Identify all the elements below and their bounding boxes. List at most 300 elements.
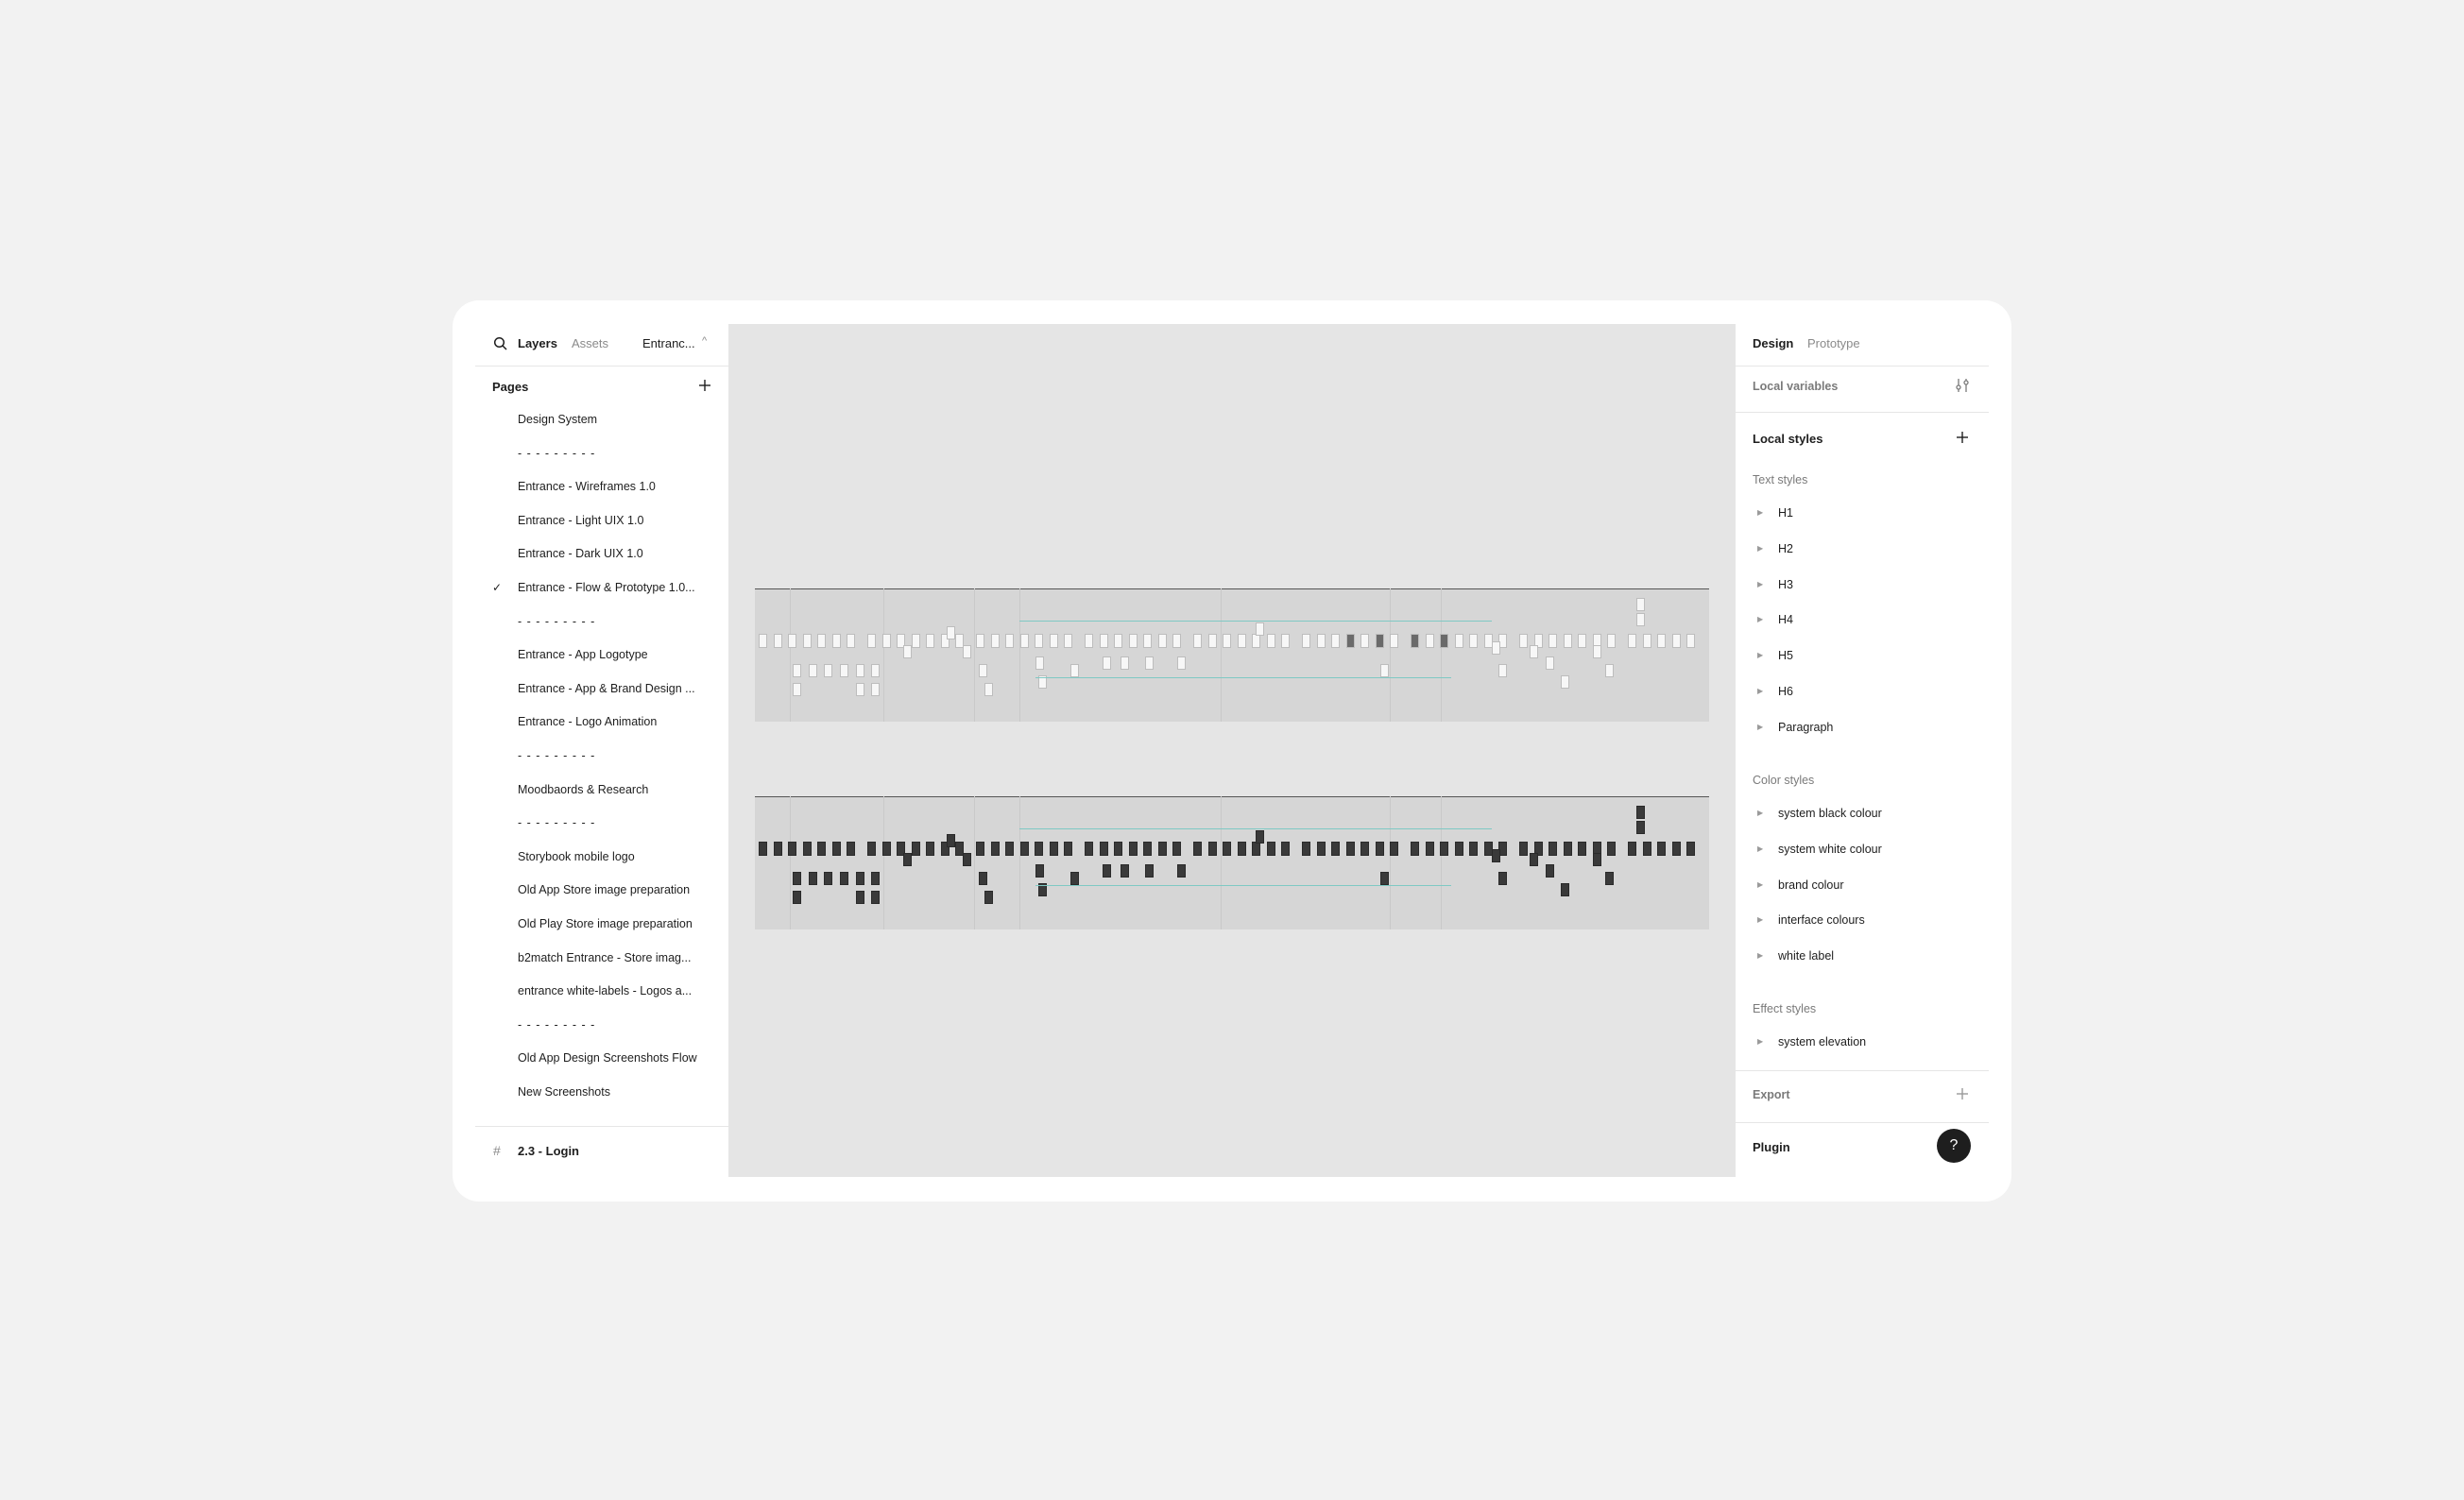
frame-thumbnail[interactable] — [1172, 634, 1181, 648]
divider — [475, 1126, 728, 1127]
style-item-label: system white colour — [1778, 842, 1882, 856]
frame-thumbnail[interactable] — [1223, 842, 1231, 856]
frame-thumbnail[interactable] — [926, 634, 934, 648]
frame-thumbnail[interactable] — [1672, 842, 1681, 856]
page-item-label: Old Play Store image preparation — [518, 916, 693, 930]
frame-thumbnail[interactable] — [840, 872, 848, 885]
frame-thumbnail[interactable] — [912, 842, 920, 856]
frame-thumbnail[interactable] — [1593, 645, 1601, 658]
frame-thumbnail[interactable] — [1636, 806, 1645, 819]
page-separator[interactable] — [475, 1010, 728, 1044]
frame-thumbnail[interactable] — [1455, 842, 1463, 856]
frame-thumbnail[interactable] — [759, 842, 767, 856]
style-item[interactable] — [1736, 908, 1989, 936]
frame-thumbnail[interactable] — [1267, 842, 1275, 856]
page-item-label: Moodbaords & Research — [518, 782, 649, 796]
frame-thumbnail[interactable] — [1607, 634, 1616, 648]
tab-layers[interactable]: Layers — [518, 336, 557, 350]
frame-thumbnail[interactable] — [1546, 864, 1554, 878]
frame-thumbnail[interactable] — [847, 634, 855, 648]
frame-thumbnail[interactable] — [1238, 842, 1246, 856]
page-separator[interactable] — [475, 808, 728, 842]
frame-thumbnail[interactable] — [882, 634, 891, 648]
frame-thumbnail[interactable] — [1643, 842, 1651, 856]
caret-right-icon[interactable]: ▶ — [1757, 543, 1764, 553]
left-tabbar — [475, 324, 728, 366]
frame-thumbnail[interactable] — [856, 664, 864, 677]
frame-thumbnail[interactable] — [1064, 842, 1072, 856]
frame-thumbnail[interactable] — [1360, 842, 1369, 856]
style-item-label: H6 — [1778, 685, 1793, 698]
page-item[interactable] — [475, 639, 728, 673]
frame-thumbnail[interactable] — [793, 891, 801, 904]
page-item-label: - - - - - - - - - — [518, 748, 596, 762]
caret-right-icon[interactable]: ▶ — [1757, 651, 1764, 660]
frame-thumbnail[interactable] — [1085, 634, 1093, 648]
style-item-label: Paragraph — [1778, 720, 1834, 734]
frame-thumbnail[interactable] — [947, 626, 955, 639]
page-item-label: New Screenshots — [518, 1084, 610, 1099]
frame-thumbnail[interactable] — [1103, 656, 1111, 670]
selected-frame-name[interactable]: 2.3 - Login — [518, 1144, 579, 1158]
prototype-connector — [1019, 621, 1492, 622]
style-item[interactable] — [1736, 801, 1989, 829]
canvas[interactable] — [728, 324, 1736, 1177]
frame-thumbnail[interactable] — [1143, 634, 1152, 648]
caret-right-icon[interactable]: ▶ — [1757, 1037, 1764, 1046]
frame-thumbnail[interactable] — [1177, 656, 1186, 670]
page-item[interactable] — [475, 1043, 728, 1077]
frame-thumbnail[interactable] — [1546, 656, 1554, 670]
page-item[interactable] — [475, 842, 728, 876]
frame-thumbnail[interactable] — [1145, 656, 1154, 670]
frame-thumbnail[interactable] — [1492, 849, 1500, 862]
style-item[interactable] — [1736, 837, 1989, 865]
frame-thumbnail[interactable] — [1657, 634, 1666, 648]
section-column — [974, 588, 975, 722]
page-item-label: - - - - - - - - - — [518, 446, 596, 460]
frame-thumbnail[interactable] — [793, 872, 801, 885]
frame-thumbnail[interactable] — [1302, 634, 1310, 648]
style-item[interactable] — [1736, 501, 1989, 529]
frame-thumbnail[interactable] — [903, 853, 912, 866]
frame-thumbnail[interactable] — [1469, 634, 1478, 648]
effect-styles-title: Effect styles — [1753, 1002, 1817, 1015]
frame-thumbnail[interactable] — [871, 872, 880, 885]
frame-thumbnail[interactable] — [856, 872, 864, 885]
frame-thumbnail[interactable] — [1208, 842, 1217, 856]
section-column — [790, 796, 791, 929]
page-item-label: - - - - - - - - - — [518, 614, 596, 628]
frame-thumbnail[interactable] — [1360, 634, 1369, 648]
frame-thumbnail[interactable] — [979, 664, 987, 677]
page-item-label: Entrance - App Logotype — [518, 648, 648, 662]
frame-thumbnail[interactable] — [1657, 842, 1666, 856]
section-column — [1441, 796, 1442, 929]
frame-thumbnail[interactable] — [1252, 842, 1260, 856]
section-column — [1221, 796, 1222, 929]
style-item-label: white label — [1778, 949, 1835, 963]
style-item[interactable] — [1736, 643, 1989, 672]
tab-design[interactable]: Design — [1753, 336, 1794, 350]
frame-thumbnail[interactable] — [1530, 645, 1538, 658]
frame-thumbnail[interactable] — [991, 634, 1000, 648]
frame-thumbnail[interactable] — [1158, 842, 1167, 856]
page-item-label: entrance white-labels - Logos a... — [518, 984, 693, 998]
frame-thumbnail[interactable] — [1158, 634, 1167, 648]
frame-thumbnail[interactable] — [912, 634, 920, 648]
frame-thumbnail[interactable] — [1103, 864, 1111, 878]
divider — [1736, 1122, 1989, 1123]
search-icon[interactable] — [492, 335, 509, 352]
frame-thumbnail[interactable] — [793, 664, 801, 677]
frame-thumbnail[interactable] — [1390, 842, 1398, 856]
frame-thumbnail[interactable] — [774, 842, 782, 856]
frame-thumbnail[interactable] — [1035, 842, 1043, 856]
frame-thumbnail[interactable] — [1302, 842, 1310, 856]
frame-thumbnail[interactable] — [1035, 864, 1044, 878]
caret-right-icon[interactable]: ▶ — [1757, 579, 1764, 588]
page-item-label: Entrance - Flow & Prototype 1.0... — [518, 580, 695, 594]
page-item-label: Old App Store image preparation — [518, 883, 691, 897]
caret-right-icon[interactable]: ▶ — [1757, 844, 1764, 853]
frame-thumbnail[interactable] — [926, 842, 934, 856]
page-switcher[interactable]: Entranc... — [642, 336, 695, 350]
style-item-label: H5 — [1778, 649, 1793, 663]
frame-thumbnail[interactable] — [1317, 842, 1326, 856]
section-column — [790, 588, 791, 722]
text-styles-title: Text styles — [1753, 473, 1808, 486]
frame-thumbnail[interactable] — [1549, 634, 1557, 648]
checkmark-icon: ✓ — [492, 580, 503, 594]
frame-thumbnail[interactable] — [1607, 842, 1616, 856]
page-item[interactable] — [475, 505, 728, 539]
page-item[interactable] — [475, 673, 728, 707]
frame-thumbnail[interactable] — [1380, 872, 1389, 885]
frame-thumbnail[interactable] — [774, 634, 782, 648]
frame-thumbnail[interactable] — [1426, 634, 1434, 648]
chevron-up-icon[interactable]: ^ — [702, 335, 708, 347]
page-item-label: Entrance - Dark UIX 1.0 — [518, 547, 643, 561]
frame-thumbnail[interactable] — [867, 634, 876, 648]
frame-thumbnail[interactable] — [1376, 634, 1384, 648]
frame-thumbnail[interactable] — [847, 842, 855, 856]
page-item-label: Entrance - Light UIX 1.0 — [518, 513, 644, 527]
frame-thumbnail[interactable] — [788, 842, 796, 856]
frame-thumbnail[interactable] — [1346, 842, 1355, 856]
frame-thumbnail[interactable] — [1020, 842, 1029, 856]
frame-thumbnail[interactable] — [1172, 842, 1181, 856]
caret-right-icon[interactable]: ▶ — [1757, 915, 1764, 925]
page-item[interactable] — [475, 471, 728, 505]
frame-thumbnail[interactable] — [1281, 634, 1290, 648]
page-item[interactable] — [475, 976, 728, 1010]
frame-thumbnail[interactable] — [1005, 634, 1014, 648]
frame-thumbnail[interactable] — [976, 634, 984, 648]
add-style-icon[interactable] — [1952, 427, 1973, 448]
style-item-label: system elevation — [1778, 1035, 1867, 1048]
frame-thumbnail[interactable] — [1100, 634, 1108, 648]
frame-thumbnail[interactable] — [824, 664, 832, 677]
frame-thumbnail[interactable] — [1390, 634, 1398, 648]
frame-thumbnail[interactable] — [832, 842, 841, 856]
frame-thumbnail[interactable] — [1636, 598, 1645, 611]
style-item[interactable] — [1736, 537, 1989, 565]
frame-thumbnail[interactable] — [803, 842, 812, 856]
page-item[interactable] — [475, 943, 728, 977]
frame-thumbnail[interactable] — [1561, 675, 1569, 689]
frame-thumbnail[interactable] — [1672, 634, 1681, 648]
frame-thumbnail[interactable] — [1005, 842, 1014, 856]
help-button[interactable]: ? — [1937, 1129, 1971, 1163]
prototype-connector — [1035, 677, 1451, 678]
style-item[interactable] — [1736, 679, 1989, 707]
frame-thumbnail[interactable] — [1469, 842, 1478, 856]
frame-thumbnail[interactable] — [882, 842, 891, 856]
add-page-icon[interactable] — [694, 375, 715, 396]
prototype-connector — [1019, 828, 1492, 829]
frame-thumbnail[interactable] — [856, 891, 864, 904]
left-panel — [475, 324, 728, 1177]
caret-right-icon[interactable]: ▶ — [1757, 951, 1764, 961]
page-item-label: b2match Entrance - Store imag... — [518, 950, 692, 964]
add-export-icon[interactable] — [1952, 1083, 1973, 1104]
frame-thumbnail[interactable] — [1564, 634, 1572, 648]
frame-thumbnail[interactable] — [1605, 872, 1614, 885]
frame-thumbnail[interactable] — [1686, 634, 1695, 648]
page-item-label: Entrance - Logo Animation — [518, 715, 658, 729]
style-item[interactable] — [1736, 1030, 1989, 1058]
frame-thumbnail[interactable] — [1498, 664, 1507, 677]
frame-thumbnail[interactable] — [1256, 622, 1264, 636]
frame-thumbnail[interactable] — [1331, 634, 1340, 648]
frame-thumbnail[interactable] — [976, 842, 984, 856]
frame-thumbnail[interactable] — [1440, 842, 1448, 856]
frame-thumbnail[interactable] — [991, 842, 1000, 856]
frame-thumbnail[interactable] — [984, 891, 993, 904]
frame-thumbnail[interactable] — [1252, 634, 1260, 648]
section-column — [1390, 588, 1391, 722]
page-separator[interactable] — [475, 741, 728, 775]
frame-thumbnail[interactable] — [1519, 634, 1528, 648]
page-item[interactable] — [475, 572, 728, 606]
frame-thumbnail[interactable] — [1256, 830, 1264, 844]
frame-thumbnail[interactable] — [963, 645, 971, 658]
frame-thumbnail[interactable] — [1121, 656, 1129, 670]
section-column — [1390, 796, 1391, 929]
divider — [1736, 1070, 1989, 1071]
frame-thumbnail[interactable] — [1492, 641, 1500, 655]
frame-icon: # — [493, 1143, 501, 1158]
frame-thumbnail[interactable] — [1564, 842, 1572, 856]
variables-settings-icon[interactable] — [1952, 375, 1973, 396]
frame-thumbnail[interactable] — [1121, 864, 1129, 878]
frame-thumbnail[interactable] — [1498, 872, 1507, 885]
canvas-section[interactable] — [755, 588, 1709, 722]
frame-thumbnail[interactable] — [1238, 634, 1246, 648]
prototype-connector — [1035, 885, 1451, 886]
frame-thumbnail[interactable] — [832, 634, 841, 648]
frame-thumbnail[interactable] — [1100, 842, 1108, 856]
frame-thumbnail[interactable] — [1331, 842, 1340, 856]
section-column — [1019, 588, 1020, 722]
frame-thumbnail[interactable] — [1440, 634, 1448, 648]
frame-thumbnail[interactable] — [1208, 634, 1217, 648]
page-item[interactable] — [475, 909, 728, 943]
section-top-line — [755, 588, 1709, 589]
frame-thumbnail[interactable] — [1643, 634, 1651, 648]
page-item-label: - - - - - - - - - — [518, 816, 596, 830]
frame-thumbnail[interactable] — [809, 664, 817, 677]
frame-thumbnail[interactable] — [1426, 842, 1434, 856]
frame-thumbnail[interactable] — [1376, 842, 1384, 856]
frame-thumbnail[interactable] — [1129, 842, 1138, 856]
frame-thumbnail[interactable] — [1020, 634, 1029, 648]
caret-right-icon[interactable]: ▶ — [1757, 809, 1764, 817]
page-item-label: Design System — [518, 413, 598, 426]
page-item[interactable] — [475, 1077, 728, 1111]
frame-thumbnail[interactable] — [867, 842, 876, 856]
section-column — [1019, 796, 1020, 929]
frame-thumbnail[interactable] — [1085, 842, 1093, 856]
frame-thumbnail[interactable] — [1578, 634, 1586, 648]
frame-thumbnail[interactable] — [1605, 664, 1614, 677]
page-item[interactable] — [475, 707, 728, 741]
frame-thumbnail[interactable] — [759, 634, 767, 648]
page-item-label: Old App Design Screenshots Flow — [518, 1051, 697, 1065]
frame-thumbnail[interactable] — [947, 834, 955, 847]
frame-thumbnail[interactable] — [1380, 664, 1389, 677]
frame-thumbnail[interactable] — [984, 683, 993, 696]
frame-thumbnail[interactable] — [1050, 634, 1058, 648]
style-item-label: H2 — [1778, 541, 1793, 555]
style-item[interactable] — [1736, 572, 1989, 601]
export-label[interactable]: Export — [1753, 1088, 1790, 1101]
page-item[interactable] — [475, 404, 728, 438]
frame-thumbnail[interactable] — [1035, 656, 1044, 670]
style-item-label: H1 — [1778, 506, 1793, 520]
tab-prototype[interactable]: Prototype — [1807, 336, 1860, 350]
style-item-label: H3 — [1778, 577, 1793, 591]
frame-thumbnail[interactable] — [1593, 853, 1601, 866]
page-item-label: Entrance - App & Brand Design ... — [518, 681, 695, 695]
page-item-label: Storybook mobile logo — [518, 849, 635, 863]
frame-thumbnail[interactable] — [871, 683, 880, 696]
frame-thumbnail[interactable] — [803, 634, 812, 648]
frame-thumbnail[interactable] — [1223, 634, 1231, 648]
style-item[interactable] — [1736, 873, 1989, 901]
frame-thumbnail[interactable] — [1267, 634, 1275, 648]
frame-thumbnail[interactable] — [979, 872, 987, 885]
frame-thumbnail[interactable] — [1686, 842, 1695, 856]
page-item[interactable] — [475, 875, 728, 909]
canvas-section[interactable] — [755, 796, 1709, 929]
caret-right-icon[interactable]: ▶ — [1757, 722, 1764, 731]
frame-thumbnail[interactable] — [1070, 664, 1079, 677]
frame-thumbnail[interactable] — [1636, 613, 1645, 626]
section-column — [1441, 588, 1442, 722]
frame-thumbnail[interactable] — [809, 872, 817, 885]
frame-thumbnail[interactable] — [1064, 634, 1072, 648]
frame-thumbnail[interactable] — [1346, 634, 1355, 648]
frame-thumbnail[interactable] — [1578, 842, 1586, 856]
frame-thumbnail[interactable] — [903, 645, 912, 658]
frame-thumbnail[interactable] — [1317, 634, 1326, 648]
section-column — [883, 796, 884, 929]
section-top-line — [755, 796, 1709, 797]
frame-thumbnail[interactable] — [1177, 864, 1186, 878]
frame-thumbnail[interactable] — [824, 872, 832, 885]
style-item[interactable] — [1736, 607, 1989, 636]
frame-thumbnail[interactable] — [1193, 842, 1202, 856]
frame-thumbnail[interactable] — [1530, 853, 1538, 866]
style-item[interactable] — [1736, 944, 1989, 972]
frame-thumbnail[interactable] — [1549, 842, 1557, 856]
frame-thumbnail[interactable] — [871, 891, 880, 904]
right-panel — [1736, 324, 1989, 1177]
caret-right-icon[interactable]: ▶ — [1757, 687, 1764, 695]
page-item[interactable] — [475, 538, 728, 572]
page-item-label: Entrance - Wireframes 1.0 — [518, 480, 656, 494]
frame-thumbnail[interactable] — [856, 683, 864, 696]
frame-thumbnail[interactable] — [817, 842, 826, 856]
frame-thumbnail[interactable] — [840, 664, 848, 677]
page-separator[interactable] — [475, 438, 728, 472]
tab-assets[interactable]: Assets — [572, 336, 609, 350]
style-item-label: system black colour — [1778, 807, 1882, 820]
frame-thumbnail[interactable] — [1050, 842, 1058, 856]
frame-thumbnail[interactable] — [1628, 634, 1636, 648]
caret-right-icon[interactable]: ▶ — [1757, 508, 1764, 517]
frame-thumbnail[interactable] — [1145, 864, 1154, 878]
page-list — [475, 404, 728, 1110]
frame-thumbnail[interactable] — [1129, 634, 1138, 648]
frame-thumbnail[interactable] — [1193, 634, 1202, 648]
frame-thumbnail[interactable] — [1143, 842, 1152, 856]
style-item[interactable] — [1736, 715, 1989, 743]
page-separator[interactable] — [475, 606, 728, 640]
frame-thumbnail[interactable] — [1035, 634, 1043, 648]
style-item-label: H4 — [1778, 613, 1793, 627]
frame-thumbnail[interactable] — [963, 853, 971, 866]
caret-right-icon[interactable]: ▶ — [1757, 615, 1764, 624]
frame-thumbnail[interactable] — [1519, 842, 1528, 856]
frame-thumbnail[interactable] — [1114, 842, 1122, 856]
frame-thumbnail[interactable] — [793, 683, 801, 696]
color-styles-title: Color styles — [1753, 774, 1815, 787]
frame-thumbnail[interactable] — [1636, 821, 1645, 834]
frame-thumbnail[interactable] — [871, 664, 880, 677]
style-item-label: brand colour — [1778, 878, 1844, 892]
frame-thumbnail[interactable] — [1628, 842, 1636, 856]
frame-thumbnail[interactable] — [1114, 634, 1122, 648]
frame-thumbnail[interactable] — [1411, 842, 1419, 856]
frame-thumbnail[interactable] — [1561, 883, 1569, 896]
local-styles-title: Local styles — [1753, 432, 1823, 446]
frame-thumbnail[interactable] — [788, 634, 796, 648]
frame-thumbnail[interactable] — [817, 634, 826, 648]
local-variables-label[interactable]: Local variables — [1753, 380, 1839, 393]
plugin-label[interactable]: Plugin — [1753, 1140, 1790, 1154]
frame-thumbnail[interactable] — [1411, 634, 1419, 648]
frame-thumbnail[interactable] — [1455, 634, 1463, 648]
right-tabbar — [1736, 324, 1989, 366]
frame-thumbnail[interactable] — [1281, 842, 1290, 856]
frame-thumbnail[interactable] — [1070, 872, 1079, 885]
page-item[interactable] — [475, 775, 728, 809]
divider — [1736, 412, 1989, 413]
caret-right-icon[interactable]: ▶ — [1757, 879, 1764, 889]
